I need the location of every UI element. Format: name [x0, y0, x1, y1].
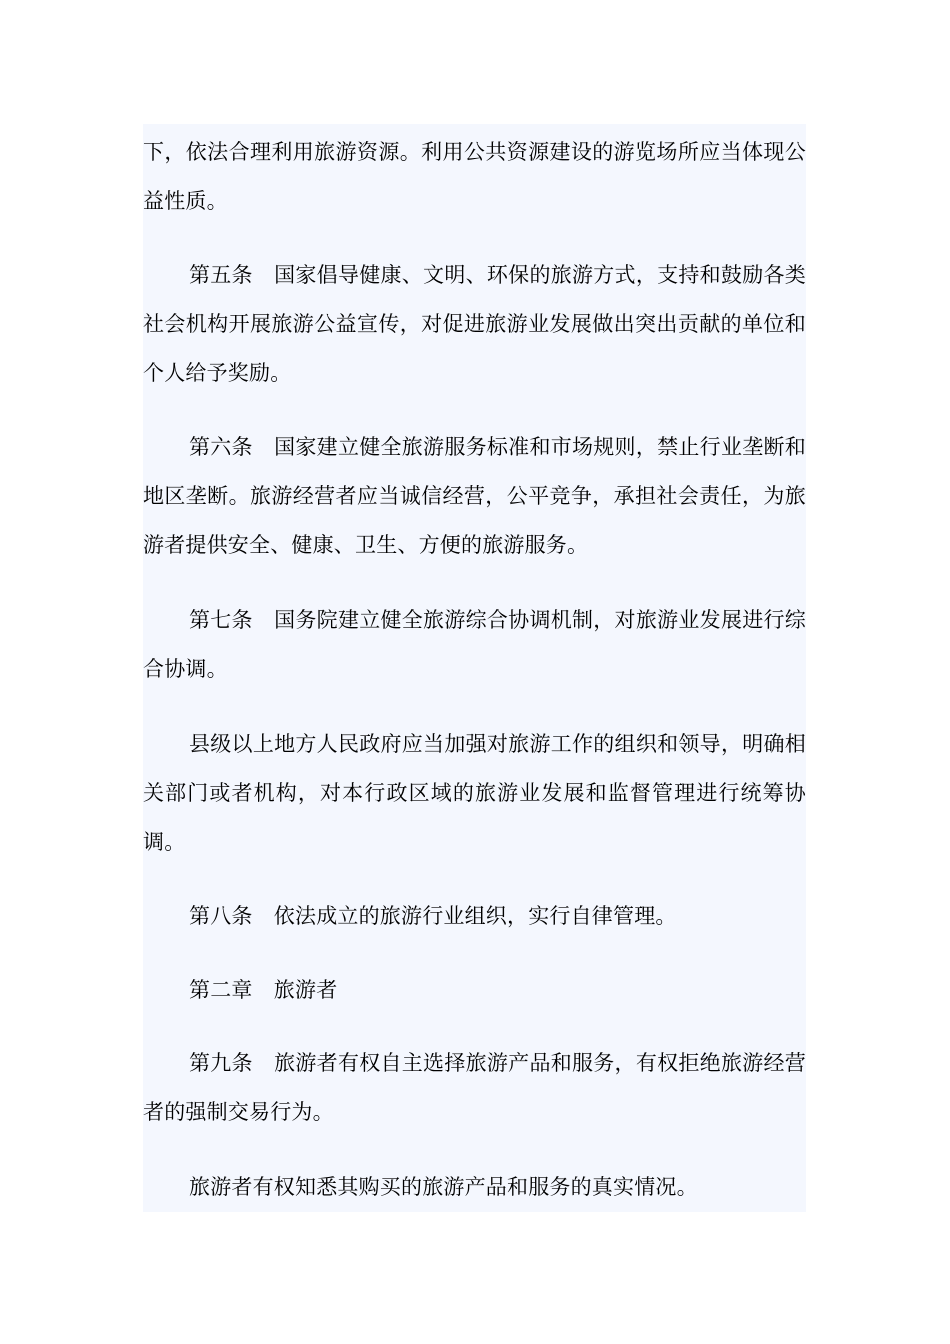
chapter-heading: 第二章 旅游者	[189, 978, 338, 1002]
paragraph-article-7-clause-2: 县级以上地方人民政府应当加强对旅游工作的组织和领导，明确相关部门或者机构，对本行政区域的旅游业发展和监督管理进行统筹协调。	[143, 732, 806, 854]
paragraph-continuation: 下，依法合理利用旅游资源。利用公共资源建设的游览场所应当体现公益性质。	[143, 140, 806, 213]
paragraph-article-9: 第九条 旅游者有权自主选择旅游产品和服务，有权拒绝旅游经营者的强制交易行为。	[143, 1051, 806, 1124]
document-content-panel	[143, 124, 806, 1212]
paragraph-article-8: 第八条 依法成立的旅游行业组织，实行自律管理。	[189, 904, 677, 928]
paragraph-article-5: 第五条 国家倡导健康、文明、环保的旅游方式，支持和鼓励各类社会机构开展旅游公益宣传，对促进旅游业发展做出突出贡献的单位和个人给予奖励。	[143, 263, 806, 385]
paragraph-article-9-clause-2: 旅游者有权知悉其购买的旅游产品和服务的真实情况。	[189, 1175, 698, 1199]
paragraph-article-6: 第六条 国家建立健全旅游服务标准和市场规则，禁止行业垄断和地区垄断。旅游经营者应当诚信经营，公平竞争，承担社会责任，为旅游者提供安全、健康、卫生、方便的旅游服务。	[143, 435, 806, 557]
paragraph-article-7: 第七条 国务院建立健全旅游综合协调机制，对旅游业发展进行综合协调。	[143, 608, 806, 681]
